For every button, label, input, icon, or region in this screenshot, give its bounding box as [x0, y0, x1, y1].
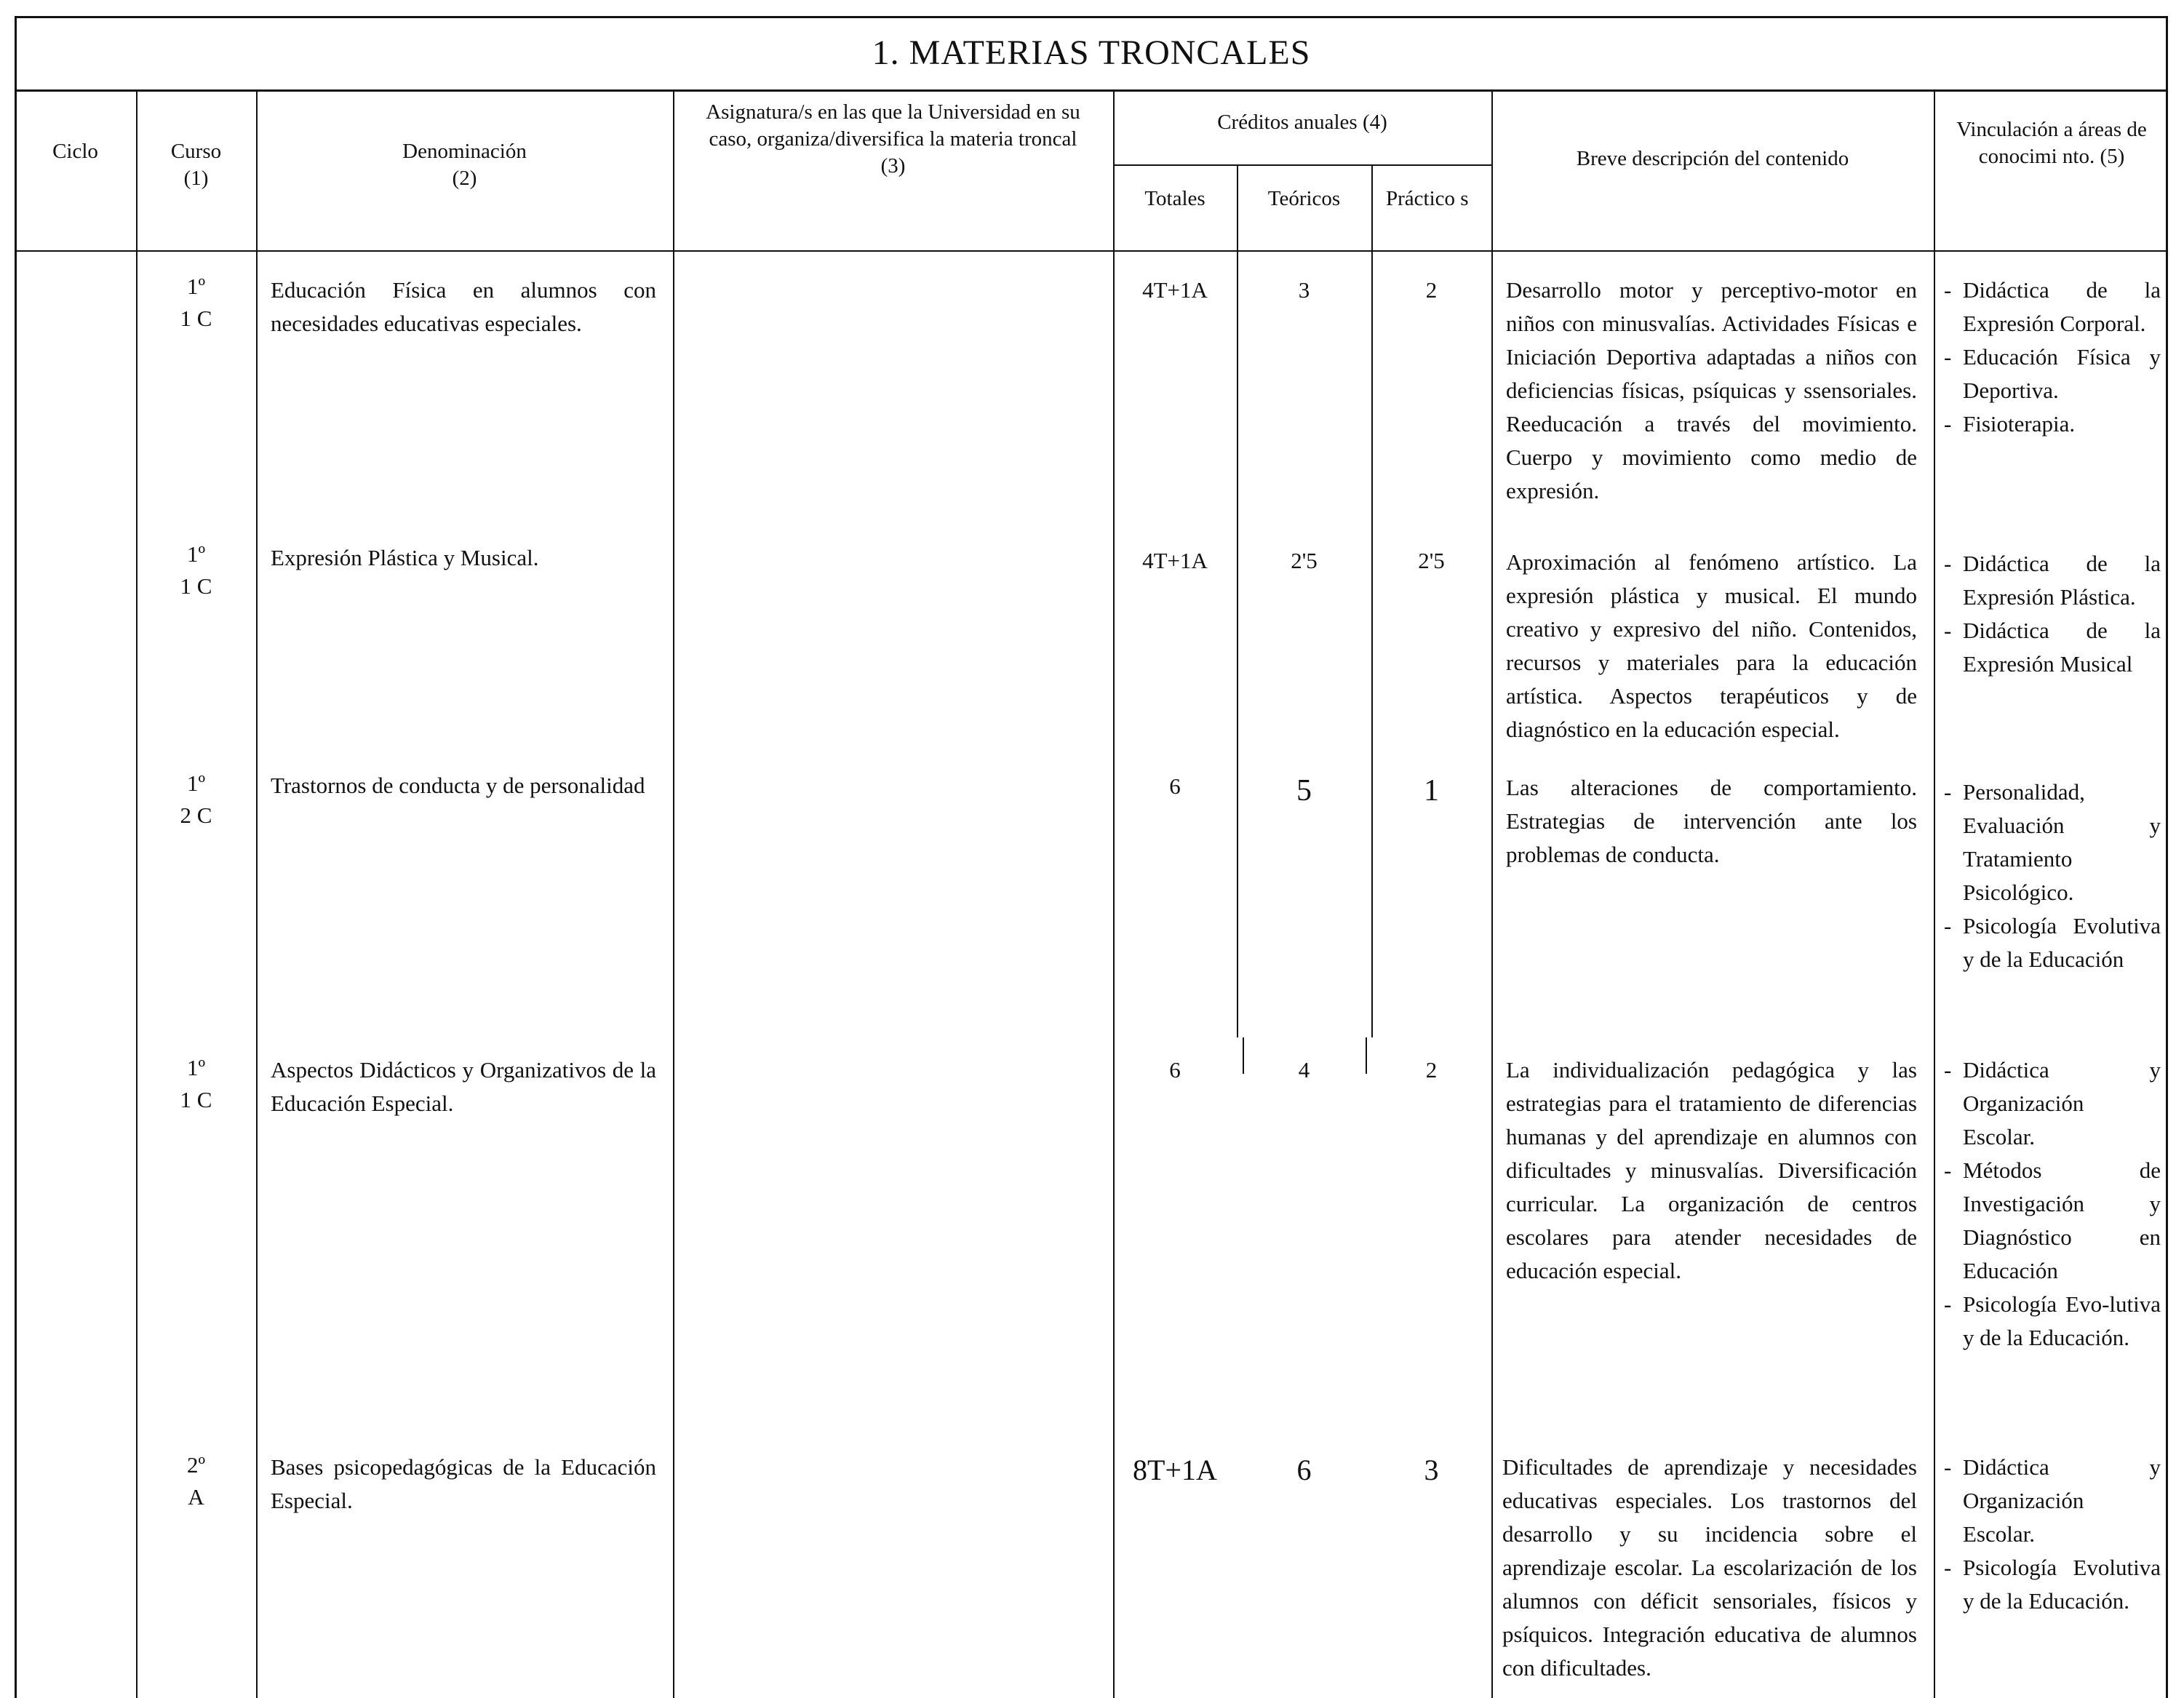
teoricos-cell: 4 — [1298, 1057, 1310, 1083]
areas-cell — [1942, 274, 2161, 441]
credits-subheader-line — [1113, 164, 1491, 166]
header-creditos: Créditos anuales (4) — [1217, 111, 1387, 134]
col-divider — [673, 92, 674, 1698]
practicos-cell: 2 — [1425, 277, 1438, 303]
teoricos-cell: 3 — [1298, 277, 1310, 303]
areas-cell — [1942, 547, 2161, 681]
descripcion-cell: Aproximación al fenómeno artístico. La expresión plástica y musical. El mundo creativo y expresivo del niño. Contenidos, recursos y materiales para la educación artística. Aspectos terapéuticos y de diagnóstico en la educación especial. — [1506, 549, 1917, 742]
header-denominacion: Denominación (2) — [402, 140, 527, 190]
curso-cell: 1º 1 C — [180, 274, 212, 331]
area-item: - Educación Física y Deportiva. — [1942, 340, 2161, 407]
header-descripcion: Breve descripción del contenido — [1576, 147, 1849, 170]
area-item: - Psicología Evo-lutiva y de la Educación. — [1942, 1288, 2161, 1355]
area-item: - Didáctica de la Expresión Corporal. — [1942, 274, 2161, 340]
descripcion-cell: La individualización pedagógica y las estrategias para el tratamiento de diferencias humanas y del aprendizaje en alumnos con dificultades y minusvalías. Diversificación curricular. La organización de centros escolares para atender necesidades de educación especial. — [1506, 1057, 1917, 1283]
curso-cell: 1º 1 C — [180, 1055, 212, 1112]
practicos-cell: 2'5 — [1418, 548, 1445, 573]
area-item: - Didáctica de la Expresión Plástica. — [1942, 547, 2161, 614]
area-item: - Didáctica y Organización Escolar. — [1942, 1053, 2161, 1154]
area-item: - Didáctica y Organización Escolar. — [1942, 1451, 2161, 1551]
teoricos-cell: 2'5 — [1291, 548, 1318, 573]
area-item: - Didáctica de la Expresión Musical — [1942, 614, 2161, 681]
descripcion-cell: Desarrollo motor y perceptivo-motor en niños con minusvalías. Actividades Físicas e Iniciación Deportiva adaptadas a niños con deficiencias físicas, psíquicas y ssensoriales. Reeducación a través del movimiento. Cuerpo y movimiento como medio de expresión. — [1506, 277, 1917, 503]
header-bottom-line — [15, 250, 2168, 252]
teoricos-cell: 6 — [1296, 1454, 1312, 1486]
area-item: - Fisioterapia. — [1942, 407, 2161, 441]
col-divider — [1934, 92, 1935, 1698]
totales-cell: 6 — [1169, 1057, 1181, 1083]
header-teoricos: Teóricos — [1267, 187, 1341, 210]
totales-cell: 4T+1A — [1142, 548, 1208, 573]
header-vinculacion: Vinculación a áreas de conocimi nto. (5) — [1956, 118, 2147, 168]
header-asignatura: Asignatura/s en las que la Universidad en su caso, organiza/diversifica la materia troncal (3) — [706, 100, 1080, 178]
col-divider — [256, 92, 258, 1698]
teoricos-cell: 5 — [1296, 774, 1312, 808]
practicos-cell: 3 — [1424, 1454, 1439, 1486]
header-totales: Totales — [1144, 187, 1205, 210]
areas-cell — [1942, 776, 2161, 976]
area-item: - Psicología Evolutiva y de la Educación. — [1942, 1551, 2161, 1618]
header-ciclo: Ciclo — [52, 140, 98, 163]
totales-cell: 4T+1A — [1142, 277, 1208, 303]
descripcion-cell: Dificultades de aprendizaje y necesidades educativas especiales. Los trastornos del desarrollo y su incidencia sobre el aprendizaje escolar. La escolarización de los alumnos con déficit sensoriales, físicos y psíquicos. Integración educativa de alumnos con dificultades. — [1502, 1454, 1917, 1681]
curso-cell: 1º 2 C — [180, 770, 212, 828]
areas-cell — [1942, 1053, 2161, 1355]
totales-cell: 8T+1A — [1133, 1454, 1217, 1486]
curso-cell: 1º 1 C — [180, 541, 212, 599]
denominacion-cell: Bases psicopedagógicas de la Educación Especial. — [271, 1454, 656, 1513]
curso-cell: 2º A — [186, 1452, 206, 1510]
col-divider — [1491, 92, 1493, 1698]
areas-cell — [1942, 1451, 2161, 1618]
denominacion-cell: Expresión Plástica y Musical. — [271, 545, 539, 570]
totales-cell: 6 — [1169, 773, 1181, 799]
area-item: - Métodos de Investigación y Diagnóstico en Educación — [1942, 1154, 2161, 1288]
practicos-cell: 1 — [1424, 774, 1439, 808]
area-item: - Personalidad, Evaluación y Tratamiento Psicológico. — [1942, 776, 2161, 909]
practicos-cell: 2 — [1425, 1057, 1438, 1083]
denominacion-cell: Aspectos Didácticos y Organizativos de la Educación Especial. — [271, 1057, 656, 1116]
denominacion-cell: Educación Física en alumnos con necesidades educativas especiales. — [271, 277, 656, 336]
denominacion-cell: Trastornos de conducta y de personalidad — [271, 773, 645, 798]
header-curso: Curso (1) — [170, 140, 222, 190]
descripcion-cell: Las alteraciones de comportamiento. Estrategias de intervención ante los problemas de conducta. — [1506, 775, 1917, 867]
header-practicos: Práctico s — [1386, 187, 1469, 210]
page-title: 1. MATERIAS TRONCALES — [15, 16, 2168, 92]
area-item: - Psicología Evolutiva y de la Educación — [1942, 909, 2161, 976]
